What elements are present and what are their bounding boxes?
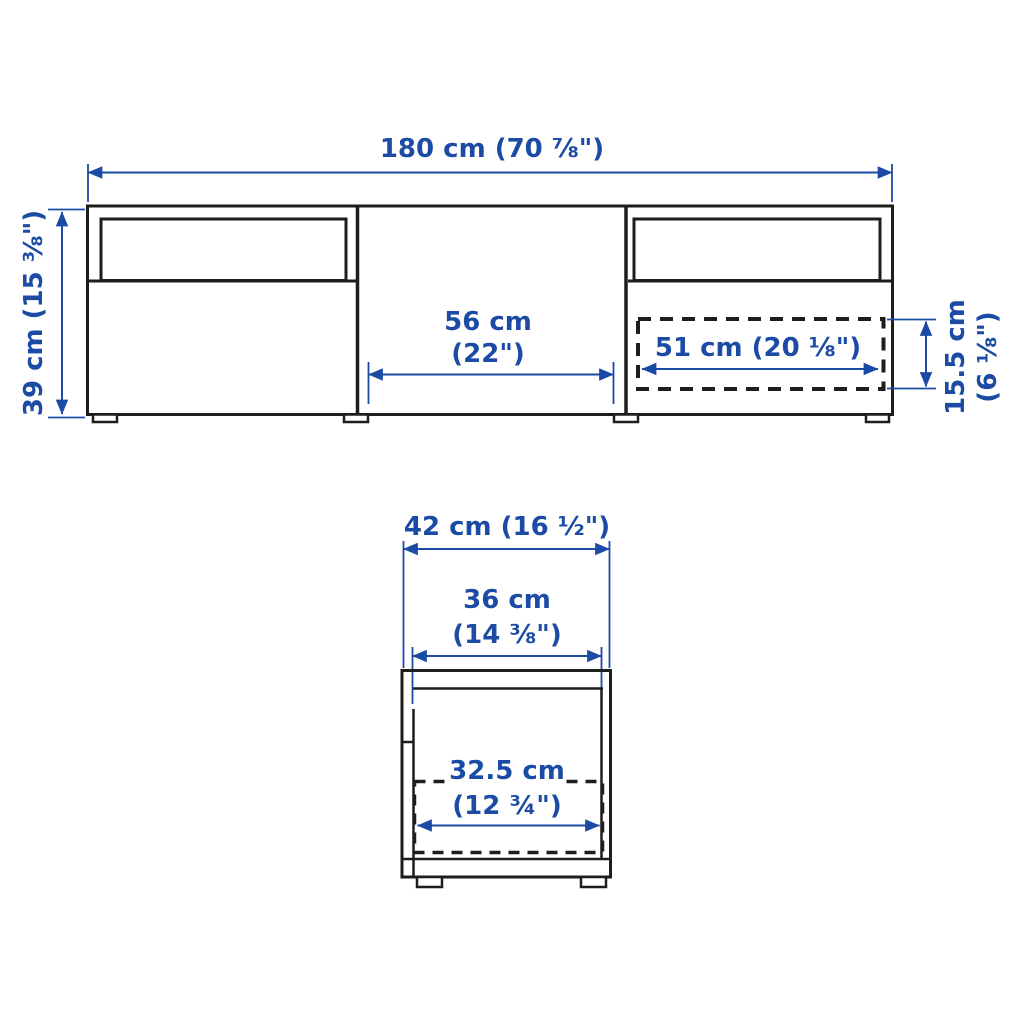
overall-height-dimension-label: 39 cm (15 ⅜")	[19, 209, 49, 417]
inner-depth-label-line1: 36 cm	[463, 585, 551, 615]
open-compartment-width-label-line1: 56 cm	[444, 307, 532, 337]
open-compartment-width-label-line2: (22")	[451, 339, 525, 369]
side-view	[402, 512, 611, 887]
drawer-inner-depth-label-line2: (12 ¾")	[452, 791, 562, 821]
drawer-inner-height-label-line1: 15.5 cm	[941, 299, 971, 415]
side-foot-back	[581, 877, 606, 887]
front-view	[19, 134, 1003, 422]
front-foot-2	[344, 415, 368, 423]
overall-depth-dimension-label: 42 cm (16 ½")	[403, 512, 611, 542]
drawer-inner-height-label-line2: (6 ⅛")	[973, 311, 1003, 403]
overall-width-dimension-label: 180 cm (70 ⅞")	[379, 134, 605, 164]
side-foot-front	[417, 877, 442, 887]
front-foot-4	[866, 415, 889, 423]
inner-depth-label-line2: (14 ⅜")	[452, 620, 562, 650]
drawer-inner-width-label: 51 cm (20 ⅛")	[654, 333, 862, 363]
drawer-inner-depth-label-line1: 32.5 cm	[449, 756, 565, 786]
front-left-shelf-opening	[101, 219, 346, 281]
front-foot-1	[93, 415, 117, 423]
front-right-shelf-opening	[634, 219, 880, 281]
front-foot-3	[614, 415, 638, 423]
